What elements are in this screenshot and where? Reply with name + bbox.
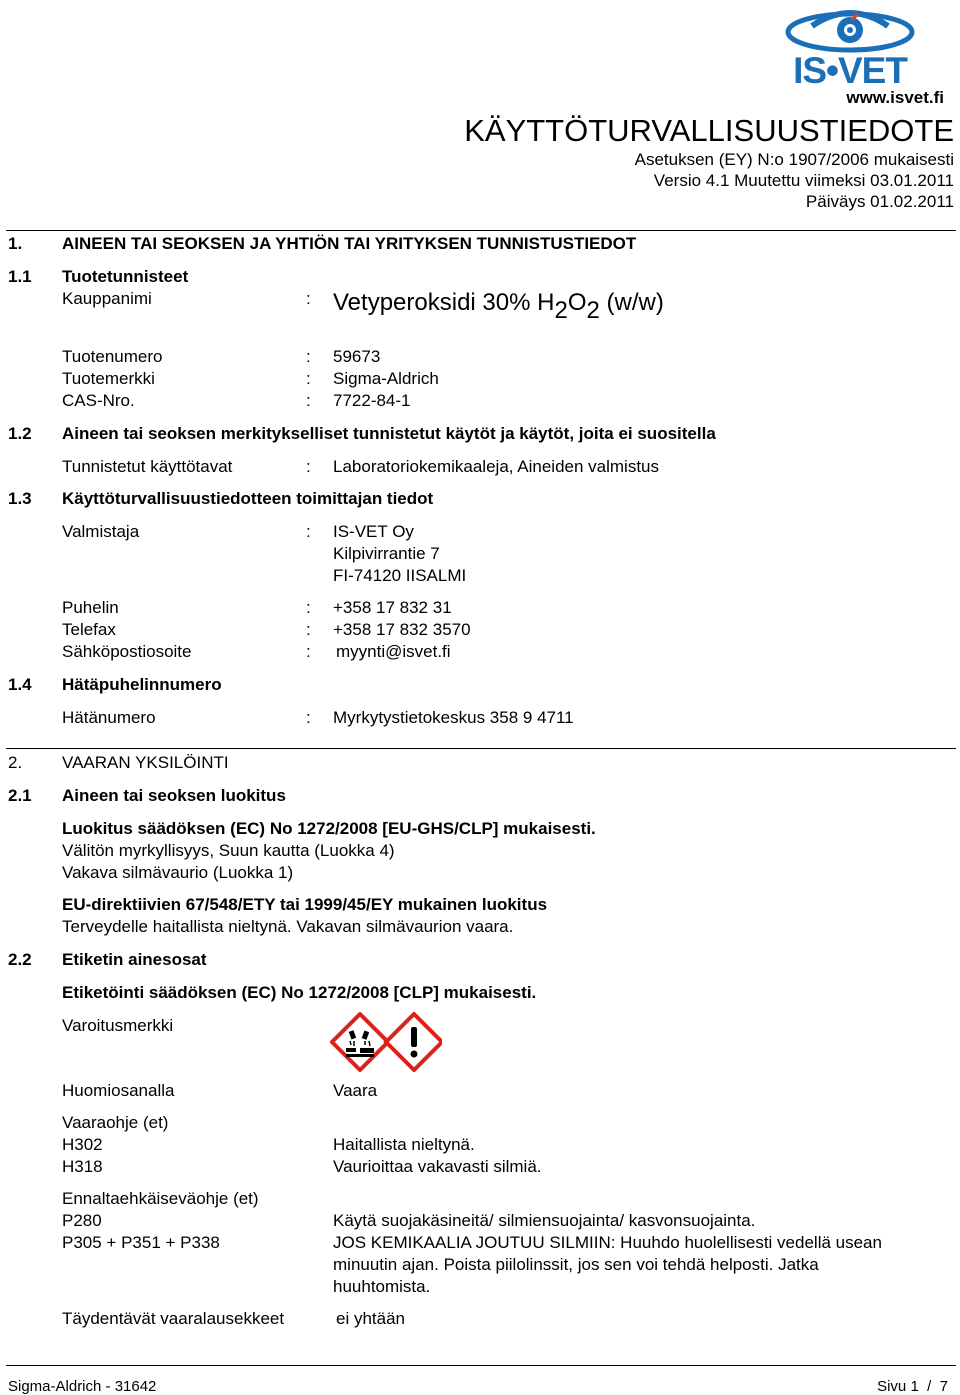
precaution-code: P280 (62, 1211, 102, 1230)
precaution-label: Ennaltaehkäiseväohje (et) (62, 1189, 259, 1208)
manufacturer-street: Kilpivirrantie 7 (333, 544, 440, 563)
eu-heading: EU-direktiivien 67/548/ETY tai 1999/45/EY mukainen luokitus (62, 895, 548, 914)
email-value[interactable]: myynti@isvet.fi (336, 642, 451, 661)
brand-label: Tuotemerkki (62, 369, 155, 388)
section-divider (6, 230, 956, 231)
section-divider (6, 748, 956, 749)
hazard-text: Haitallista nieltynä. (333, 1135, 475, 1154)
section-1-title: AINEEN TAI SEOKSEN JA YHTIÖN TAI YRITYKSEN TUNNISTUSTIEDOT (62, 234, 637, 253)
section-1-4-title: Hätäpuhelinnumero (62, 675, 222, 694)
cas-label: CAS-Nro. (62, 391, 135, 410)
colon: : (306, 347, 311, 366)
logo-url[interactable]: www.isvet.fi (846, 88, 944, 107)
precaution-code: P305 + P351 + P338 (62, 1233, 220, 1252)
section-1-3-number: 1.3 (8, 489, 32, 508)
fax-value: +358 17 832 3570 (333, 620, 471, 639)
precaution-text: Käytä suojakäsineitä/ silmiensuojainta/ kasvonsuojainta. (333, 1211, 756, 1230)
footer-divider (6, 1365, 956, 1366)
product-number-value: 59673 (333, 347, 381, 366)
clp-line: Vakava silmävaurio (Luokka 1) (62, 863, 294, 882)
section-1-4-number: 1.4 (8, 675, 32, 694)
footer-left: Sigma-Aldrich - 31642 (8, 1378, 157, 1395)
colon: : (306, 289, 311, 308)
section-2-2-title: Etiketin ainesosat (62, 950, 207, 969)
section-1-number: 1. (8, 234, 23, 253)
section-1-2-number: 1.2 (8, 424, 32, 443)
colon: : (306, 598, 311, 617)
exclamation-icon (330, 1012, 442, 1072)
clp-line: Välitön myrkyllisyys, Suun kautta (Luokka 4) (62, 841, 395, 860)
colon: : (306, 620, 311, 639)
regulation-line: Asetuksen (EY) N:o 1907/2006 mukaisesti (634, 150, 954, 169)
colon: : (306, 522, 311, 541)
supplementary-label: Täydentävät vaaralausekkeet (62, 1309, 285, 1328)
emergency-label: Hätänumero (62, 708, 156, 727)
phone-value: +358 17 832 31 (333, 598, 452, 617)
colon: : (306, 708, 311, 727)
emergency-value: Myrkytystietokeskus 358 9 4711 (333, 708, 574, 727)
section-2-number: 2. (8, 753, 23, 772)
cas-value: 7722-84-1 (333, 391, 411, 410)
document-title: KÄYTTÖTURVALLISUUSTIEDOTE (464, 113, 954, 148)
hazard-code: H318 (62, 1157, 103, 1176)
section-1-3-title: Käyttöturvallisuustiedotteen toimittajan tiedot (62, 489, 434, 508)
hazard-label: Vaaraohje (et) (62, 1113, 169, 1132)
isvet-logo (752, 4, 948, 106)
colon: : (306, 457, 311, 476)
precaution-text: minuutin ajan. Poista piilolinssit, jos sen voi tehdä helposti. Jatka (333, 1255, 819, 1274)
ghs-pictograms (330, 1012, 442, 1072)
label-heading: Etiketöinti säädöksen (EC) No 1272/2008 [CLP] mukaisesti. (62, 983, 537, 1002)
brand-value: Sigma-Aldrich (333, 369, 439, 388)
manufacturer-name: IS-VET Oy (333, 522, 414, 541)
precaution-text: huuhtomista. (333, 1277, 431, 1296)
colon: : (306, 642, 311, 661)
trade-name-label: Kauppanimi (62, 289, 152, 308)
date-line: Päiväys 01.02.2011 (805, 192, 954, 211)
section-1-2-title: Aineen tai seoksen merkitykselliset tunnistetut käytöt ja käytöt, joita ei suositella (62, 424, 716, 443)
colon: : (306, 391, 311, 410)
manufacturer-label: Valmistaja (62, 522, 140, 541)
supplementary-value: ei yhtään (336, 1309, 405, 1328)
signal-label: Huomiosanalla (62, 1081, 175, 1100)
product-number-label: Tuotenumero (62, 347, 163, 366)
section-2-1-title: Aineen tai seoksen luokitus (62, 786, 286, 805)
section-2-2-number: 2.2 (8, 950, 32, 969)
version-line: Versio 4.1 Muutettu viimeksi 03.01.2011 (653, 171, 954, 190)
section-2-1-number: 2.1 (8, 786, 32, 805)
footer-page: Sivu 1 / 7 (877, 1378, 948, 1395)
hazard-code: H302 (62, 1135, 103, 1154)
section-1-1-number: 1.1 (8, 267, 32, 286)
pictogram-label: Varoitusmerkki (62, 1016, 174, 1035)
uses-value: Laboratoriokemikaaleja, Aineiden valmistus (333, 457, 660, 476)
email-label: Sähköpostiosoite (62, 642, 192, 661)
colon: : (306, 369, 311, 388)
trade-name-value: Vetyperoksidi 30% $H_2O_2$ (w/w) (333, 289, 664, 324)
logo-brand: IS•VET (793, 50, 907, 91)
uses-label: Tunnistetut käyttötavat (62, 457, 233, 476)
eu-line: Terveydelle haitallista nieltynä. Vakavan silmävaurion vaara. (62, 917, 514, 936)
fax-label: Telefax (62, 620, 116, 639)
section-2-title: VAARAN YKSILÖINTI (62, 753, 229, 772)
clp-heading: Luokitus säädöksen (EC) No 1272/2008 [EU-GHS/CLP] mukaisesti. (62, 819, 596, 838)
precaution-text: JOS KEMIKAALIA JOUTUU SILMIIN: Huuhdo huolellisesti vedellä usean (333, 1233, 882, 1252)
signal-value: Vaara (333, 1081, 378, 1100)
hazard-text: Vaurioittaa vakavasti silmiä. (333, 1157, 542, 1176)
phone-label: Puhelin (62, 598, 119, 617)
manufacturer-city: FI-74120 IISALMI (333, 566, 467, 585)
section-1-1-title: Tuotetunnisteet (62, 267, 189, 286)
